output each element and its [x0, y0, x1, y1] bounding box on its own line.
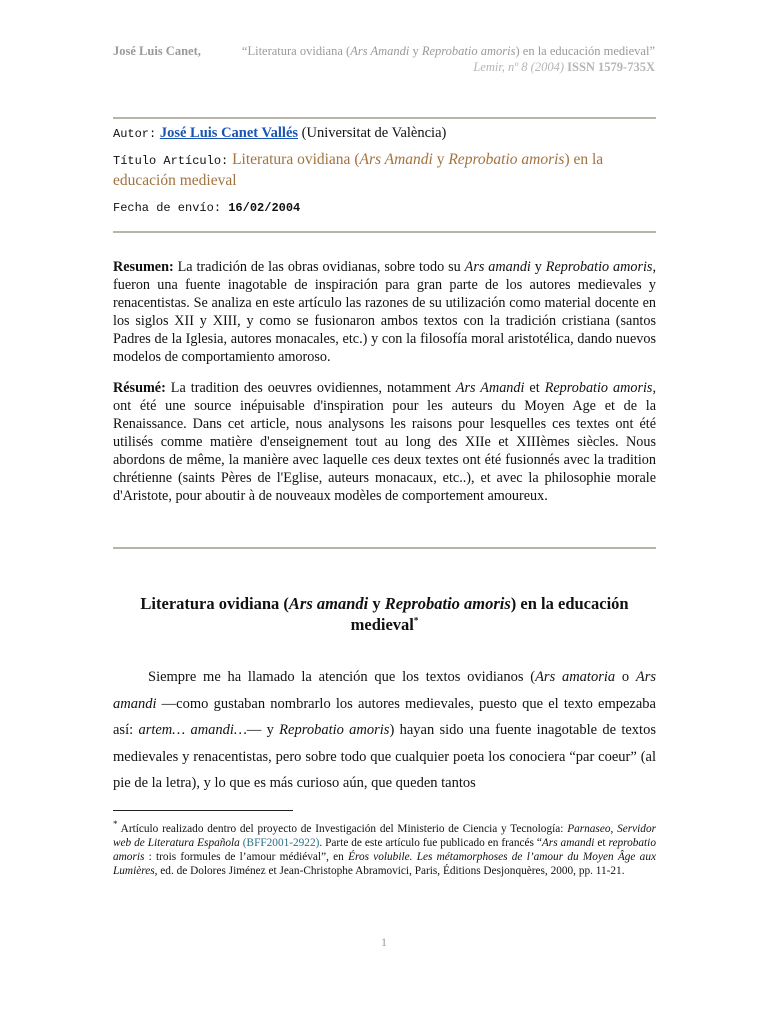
body-text: Siempre me ha llamado la atención que los textos ovidianos (Ars amatoria o Ars amandi —como gustaban nombrarlo los autores medievales, puesto que el texto empezaba así: artem… amandi…— y Reprobatio amoris) hayan sido una fuente inagotable de textos medievales y renacentistas, pero sobre todo que cualquier poeta los conociera “par coeur” (al pie de la letra), y lo que es más curioso aún, que queden tantos	[113, 669, 656, 791]
project-code-link[interactable]: (BFF2001-2922)	[242, 837, 320, 849]
meta-date: Fecha de envío: 16/02/2004	[113, 201, 301, 215]
header-title: “Literatura ovidiana (Ars Amandi y Reprobatio amoris) en la educación medieval”	[241, 44, 655, 58]
meta-title: Título Artículo: Literatura ovidiana (Ars Amandi y Reprobatio amoris) en la educación medieval	[113, 151, 604, 189]
divider	[113, 117, 656, 119]
abstract-es: Resumen: La tradición de las obras ovidianas, sobre todo su Ars amandi y Reprobatio amoris, fueron una fuente inagotable de inspiración para gran parte de los autores medievales y renacentistas. Se analiza en este artículo las razones de su utilización como material docente en los siglos XII y XIII, y como se fusionaron ambos textos con la tradición cristiana (santos Padres de la Iglesia, autores monacales, etc.) y con la filosofía moral aristotélica, dando nuevos modelos de comportamiento amoroso.	[113, 259, 656, 365]
footnote-separator	[113, 810, 293, 811]
header-author: José Luis Canet,	[113, 44, 201, 58]
divider	[113, 547, 656, 549]
page-number: 1	[381, 935, 387, 949]
running-header	[113, 43, 655, 75]
meta-author: Autor: José Luis Canet Vallés (Universitat de València)	[113, 125, 447, 141]
footnote: * Artículo realizado dentro del proyecto de Investigación del Ministerio de Ciencia y Tecnología: Parnaseo, Servidor web de Literatura Española (BFF2001-2922). Parte de este artículo fue publicado en francés “Ars amandi et reprobatio amoris : trois formules de l’amour médiéval”, en Éros volubile. Les métamorphoses de l’amour du Moyen Âge aux Lumières, ed. de Dolores Jiménez et Jean-Christophe Abramovici, Paris, Éditions Desjonquères, 2000, pp. 11-21.	[113, 819, 656, 877]
divider	[113, 231, 656, 233]
footnote-marker[interactable]: *	[413, 615, 419, 626]
header-journal: Lemir, nº 8 (2004) ISSN 1579-735X	[473, 60, 655, 74]
abstract-fr: Résumé: La tradition des oeuvres ovidiennes, notamment Ars Amandi et Reprobatio amoris, ont été une source inépuisable d'inspiration pour les auteurs du Moyen Age et de la Renaissance. Dans cet article, nous analysons les raisons pour lesquelles ces textes ont été utilisés comme matière d'enseignement tout au long des XIIe et XIIIèmes siècles. Nous abordons de même, la manière avec laquelle ces deux textes ont été fusionnés avec la tradition chrétienne (saints Pères de l'Eglise, auteurs monacaux, etc..), et avec la philosophie morale d'Aristote, pour aboutir à de nouveaux modèles de comportement amoureux.	[113, 380, 656, 504]
author-link[interactable]: José Luis Canet Vallés	[159, 125, 299, 141]
article-title: Literatura ovidiana (Ars amandi y Reprobatio amoris) en la educación medieval*	[140, 594, 629, 634]
